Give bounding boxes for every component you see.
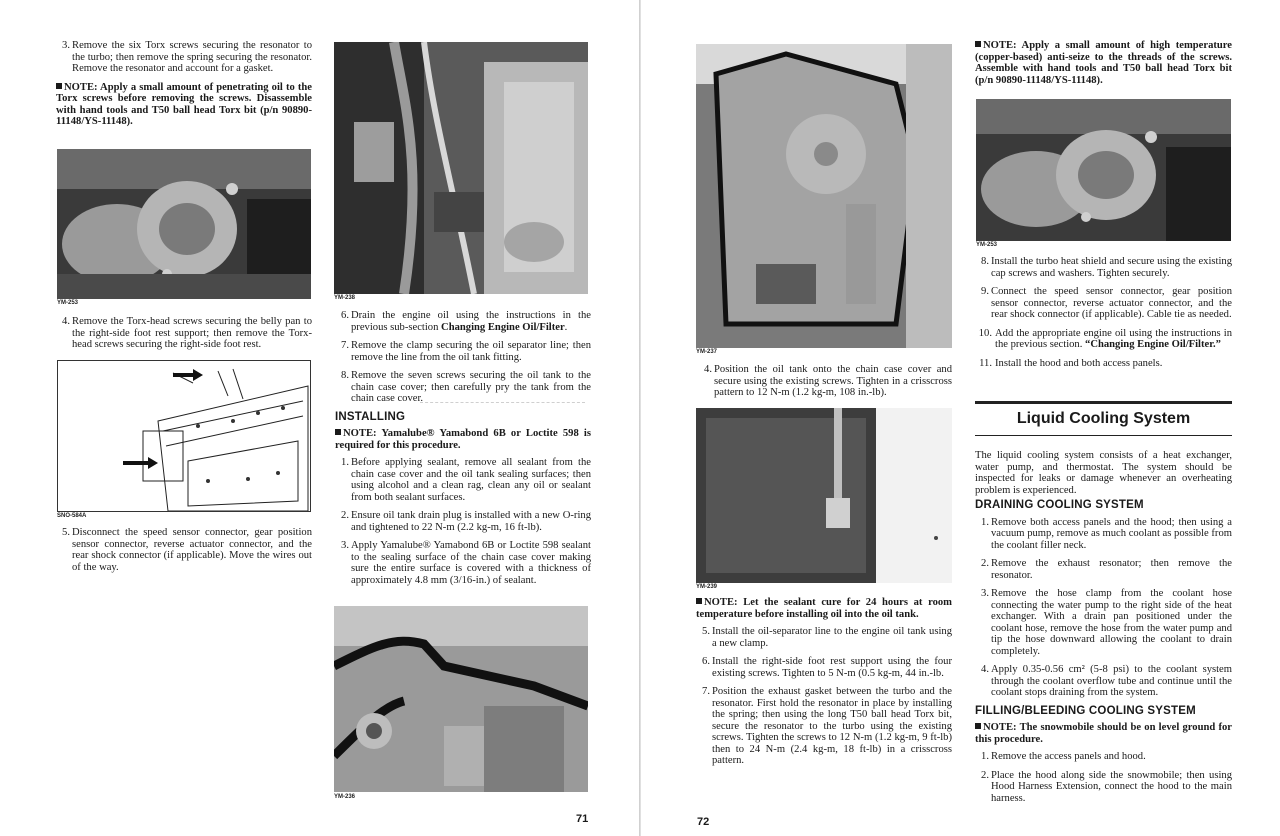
fill-step-1: 1. Remove the access panels and hood. [975, 751, 1232, 763]
note-bullet-icon [975, 723, 981, 729]
step-6: 6. Drain the engine oil using the instructions in the previous sub-section Changing Engine Oil/Filter. [341, 310, 591, 333]
step-10: 10. Add the appropriate engine oil using the instructions in the previous section. “Changing Engine Oil/Filter.” [978, 327, 1232, 350]
photo-chain-case-cover [696, 44, 952, 348]
step-7: 7. Remove the clamp securing the oil separator line; then remove the line from the oil tank fitting. [341, 340, 591, 363]
right-page-column-1 [698, 364, 952, 406]
photo-caption: YM-238 [334, 295, 356, 301]
step-3: 3. Remove the six Torx screws securing the resonator to the turbo; then remove the spring securing the resonator. Remove the resonator and account for a gasket. [62, 40, 312, 74]
drain-step-1-text: Remove both access panels and the hood; then using a vacuum pump, remove as much coolant as possible from the coolant filler neck. [991, 516, 1232, 551]
step-10-text: Add the appropriate engine oil using the instructions in the previous section. “Changing Engine Oil/Filter.” [995, 327, 1232, 350]
left-page-column-2 [335, 310, 591, 593]
step-9: 9. Connect the speed sensor connector, gear position sensor connector, reverse actuator connector, and the rear shock connector (if applicable). Cable tie as needed. [981, 286, 1232, 320]
drain-step-2-text: Remove the exhaust resonator; then remove the resonator. [991, 558, 1232, 581]
heading-draining: DRAINING COOLING SYSTEM [975, 499, 1144, 511]
note-sealant: NOTE: Yamalube® Yamabond 6B or Loctite 598 is required for this procedure. [335, 428, 591, 451]
photo-oil-tank-engine [334, 42, 588, 294]
note-bullet-icon [56, 83, 62, 89]
step-4-text: Position the oil tank onto the chain case cover and secure using the existing screws. Tighten in a crisscross pattern to 12 N-m (1.2 kg-m, 108 in.-lb). [714, 364, 952, 398]
step-5: 5. Install the oil-separator line to the engine oil tank using a new clamp. [702, 626, 952, 649]
step-11-text: Install the hood and both access panels. [995, 357, 1163, 369]
photo-caption: YM-239 [696, 584, 718, 590]
step-7-text: Remove the clamp securing the oil separator line; then remove the line from the oil tank fitting. [351, 340, 591, 363]
heading-installing: INSTALLING [335, 410, 406, 423]
step-6-text: Drain the engine oil using the instructions in the previous sub-section Changing Engine Oil/Filter. [351, 310, 591, 333]
diagram-foot-rest [57, 360, 311, 512]
left-page-column-1-bottom [56, 527, 312, 580]
step-11: 11. Install the hood and both access panels. [975, 358, 1232, 370]
step-6-text: Install the right-side foot rest support using the four existing screws. Tighten to 5 N-m (0.5 kg-m, 44 in.-lb. [712, 656, 952, 679]
note-penetrating-oil: NOTE: Apply a small amount of penetrating oil to the Torx screws before removing the screws. Disassemble with hand tools and T50 ball head Torx bit (p/n 90890-11148/YS-11148). [56, 81, 312, 127]
photo-chain-case-sealant [334, 606, 588, 792]
drain-step-3: 3. Remove the hose clamp from the coolant hose connecting the water pump to the right side of the heat exchanger. With a drain pan positioned under the coolant hose, remove the hose from the water pump and tip the hose downward allowing the coolant to drain completely. [981, 588, 1232, 657]
install-step-3-text: Apply Yamalube® Yamabond 6B or Loctite 598 sealant to the sealing surface of the chain case cover making sure the entire surface is covered with a thickness of approximately 4.8 mm (3/16-in.) of sealant. [351, 540, 591, 586]
right-page-column-1-bottom [696, 597, 952, 774]
photo-caption: YM-253 [57, 300, 79, 306]
step-8-text: Remove the seven screws securing the oil tank to the chain case cover; then carefully pry the tank from the chain case cover. [351, 370, 591, 404]
right-page-column-2-top [975, 40, 1232, 92]
step-5-text: Install the oil-separator line to the engine oil tank using a new clamp. [712, 626, 952, 649]
drain-step-2: 2. Remove the exhaust resonator; then remove the resonator. [981, 558, 1232, 581]
step-8: 8. Install the turbo heat shield and secure using the existing cap screws and washers. Tighten securely. [981, 256, 1232, 279]
step-7: 7. Position the exhaust gasket between the turbo and the resonator. First hold the resonator in place by installing the spring; then using the long T50 ball head Torx bit, secure the resonator to the turbo using the existing screws. Tighten the screws to 12 N-m (1.2 kg-m, 9 ft-lb) then to 24 N-m (2.4 kg-m, 18 ft-lb) in a crisscross pattern. [702, 686, 952, 766]
step-5: 5. Disconnect the speed sensor connector, gear position sensor connector, reverse actuator connector, and the rear shock connector (if applicable). Move the wires out of the way. [62, 527, 312, 573]
fill-step-1-text: Remove the access panels and hood. [991, 751, 1146, 762]
divider [420, 402, 585, 403]
right-page-column-2 [975, 256, 1232, 376]
install-step-1: 1. Before applying sealant, remove all sealant from the chain case cover and the oil tank sealing surfaces; then using alcohol and a clean rag, clean any oil or sealant from both sealant surfaces. [341, 457, 591, 503]
step-3-text: Remove the six Torx screws securing the resonator to the turbo; then remove the spring securing the resonator. Remove the resonator and account for a gasket. [72, 40, 312, 74]
note-bullet-icon [335, 429, 341, 435]
intro-paragraph: The liquid cooling system consists of a heat exchanger, water pump, and thermostat. The system should be inspected for leaks or damage whenever an overheating problem is experienced. [975, 450, 1232, 496]
heading-filling-bleeding: FILLING/BLEEDING COOLING SYSTEM [975, 704, 1196, 717]
note-level-ground: NOTE: The snowmobile should be on level ground for this procedure. [975, 722, 1232, 745]
fill-step-2-text: Place the hood along side the snowmobile; then using Hood Harness Extension, connect the hood to the main harness. [991, 769, 1232, 804]
right-page [641, 0, 1280, 836]
note-bullet-icon [696, 598, 702, 604]
photo-caption: YM-236 [334, 794, 356, 800]
fill-step-2: 2. Place the hood along side the snowmobile; then using Hood Harness Extension, connect the hood to the main harness. [981, 769, 1232, 804]
drain-step-1: 1. Remove both access panels and the hood; then using a vacuum pump, remove as much coolant as possible from the coolant filler neck. [981, 516, 1232, 551]
install-step-1-text: Before applying sealant, remove all sealant from the chain case cover and the oil tank sealing surfaces; then using alcohol and a clean rag, clean any oil or sealant from both sealant surfaces. [351, 457, 591, 503]
left-page-column-1-mid [56, 316, 312, 358]
install-step-2: 2. Ensure oil tank drain plug is installed with a new O-ring and tightened to 22 N-m (2.2 kg-m, 16 ft-lb). [341, 510, 591, 533]
right-page-column-2-bottom [975, 450, 1232, 811]
diagram-caption: SNO-584A [57, 513, 87, 519]
drain-step-4-text: Apply 0.35-0.56 cm² (5-8 psi) to the coolant system through the coolant overflow tube and continue until the coolant stops draining from the system. [991, 664, 1232, 698]
photo-oil-tank-install [696, 408, 952, 583]
photo-turbo-resonator [976, 99, 1231, 241]
step-4: 4. Position the oil tank onto the chain case cover and secure using the existing screws. Tighten in a crisscross pattern to 12 N-m (1.2 kg-m, 108 in.-lb). [704, 364, 952, 398]
step-7-text: Position the exhaust gasket between the turbo and the resonator. First hold the resonator in place by installing the spring; then using the long T50 ball head Torx bit, secure the resonator to the turbo using the existing screws. Tighten the screws to 12 N-m (1.2 kg-m, 9 ft-lb) then to 24 N-m (2.4 kg-m, 18 ft-lb) in a crisscross pattern. [712, 686, 952, 766]
drain-step-3-text: Remove the hose clamp from the coolant hose connecting the water pump to the right side of the heat exchanger. With a drain pan positioned under the coolant hose, remove the hose from the water pump and tip the hose downward allowing the coolant to drain completely. [991, 588, 1232, 657]
step-8: 8. Remove the seven screws securing the oil tank to the chain case cover; then carefully pry the tank from the chain case cover. [341, 370, 591, 404]
install-step-2-text: Ensure oil tank drain plug is installed with a new O-ring and tightened to 22 N-m (2.2 kg-m, 16 ft-lb). [351, 510, 591, 533]
photo-caption: YM-237 [696, 349, 718, 355]
step-4: 4. Remove the Torx-head screws securing the belly pan to the right-side foot rest support; then remove the Torx-head screws securing the right-side foot rest. [62, 316, 312, 350]
drain-step-4: 4. Apply 0.35-0.56 cm² (5-8 psi) to the coolant system through the coolant overflow tube and continue until the coolant stops draining from the system. [981, 664, 1232, 698]
photo-caption: YM-253 [976, 242, 998, 248]
step-8-text: Install the turbo heat shield and secure using the existing cap screws and washers. Tighten securely. [991, 256, 1232, 279]
note-sealant-cure: NOTE: Let the sealant cure for 24 hours at room temperature before installing oil into the oil tank. [696, 597, 952, 620]
note-bullet-icon [975, 41, 981, 47]
step-6: 6. Install the right-side foot rest support using the four existing screws. Tighten to 5 N-m (0.5 kg-m, 44 in.-lb. [702, 656, 952, 679]
page-number: 71 [576, 813, 589, 825]
step-4-text: Remove the Torx-head screws securing the belly pan to the right-side foot rest support; then remove the Torx-head screws securing the right-side foot rest. [72, 316, 312, 350]
install-step-3: 3. Apply Yamalube® Yamabond 6B or Loctite 598 sealant to the sealing surface of the chain case cover making sure the entire surface is covered with a thickness of approximately 4.8 mm (3/16-in.) of sealant. [341, 540, 591, 586]
left-page-column-1 [56, 40, 312, 134]
step-5-text: Disconnect the speed sensor connector, gear position sensor connector, reverse actuator connector, and the rear shock connector (if applicable). Move the wires out of the way. [72, 527, 312, 573]
note-anti-seize: NOTE: Apply a small amount of high temperature (copper-based) anti-seize to the threads of the screws. Assemble with hand tools and T50 ball head Torx bit (p/n 90890-11148/YS-11148). [975, 40, 1232, 86]
photo-turbo-resonator [57, 149, 311, 299]
step-9-text: Connect the speed sensor connector, gear position sensor connector, reverse actuator connector, and the rear shock connector (if applicable). Cable tie as needed. [991, 286, 1232, 320]
section-title: Liquid Cooling System [975, 401, 1232, 436]
page-number: 72 [697, 816, 710, 828]
